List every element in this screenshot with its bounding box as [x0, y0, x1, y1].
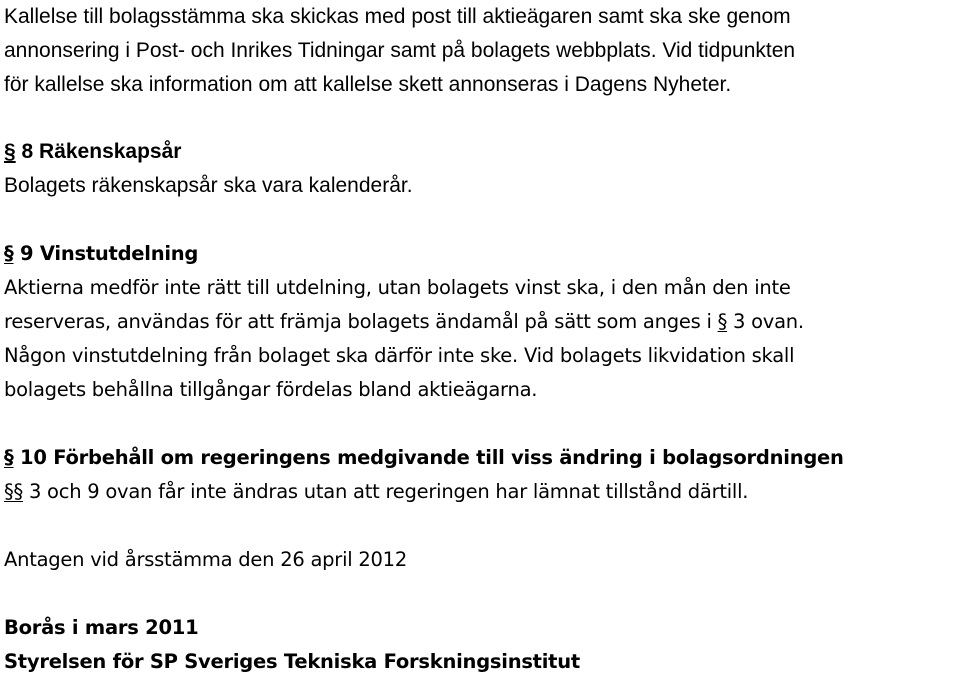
- section-symbol: §: [4, 242, 14, 265]
- section-ref-symbol: §: [717, 310, 728, 333]
- section-ref-symbols: §§: [4, 480, 23, 503]
- section-8-title: 8 Räkenskapsår: [15, 140, 182, 163]
- section-9-line-2-text: reserveras, användas för att främja bolagets ändamål på sätt som anges i: [4, 310, 718, 333]
- section-9-line-4: bolagets behållna tillgångar fördelas bland aktieägarna.: [4, 378, 538, 401]
- section-9-title: 9 Vinstutdelning: [13, 242, 199, 265]
- section-symbol: §: [4, 446, 14, 469]
- section-10-body: [4, 475, 956, 509]
- section-symbol: §: [4, 140, 16, 163]
- section-10-title: 10 Förbehåll om regeringens medgivande till viss ändring i bolagsordningen: [13, 446, 844, 469]
- intro-line-3: för kallelse ska information om att kallelse skett annonseras i Dagens Nyheter.: [4, 73, 732, 96]
- section-8-body: Bolagets räkenskapsår ska vara kalenderår.: [4, 174, 413, 197]
- adoption-note: Antagen vid årsstämma den 26 april 2012: [4, 548, 407, 571]
- section-9-heading: [4, 237, 956, 271]
- signature-signatory: Styrelsen för SP Sveriges Tekniska Forskningsinstitut: [4, 650, 580, 673]
- section-10-body-text: 3 och 9 ovan får inte ändras utan att regeringen har lämnat tillstånd därtill.: [23, 480, 749, 503]
- section-8-heading: [4, 135, 956, 169]
- intro-line-2: annonsering i Post- och Inrikes Tidningar samt på bolagets webbplats. Vid tidpunkten: [4, 39, 796, 62]
- intro-line-1: Kallelse till bolagsstämma ska skickas med post till aktieägaren samt ska ske genom: [4, 5, 791, 28]
- section-9-line-3: Någon vinstutdelning från bolaget ska därför inte ske. Vid bolagets likvidation skall: [4, 344, 795, 367]
- section-10-heading: [4, 441, 956, 475]
- document-page: [4, 0, 956, 679]
- section-ref-text: 3 ovan.: [727, 310, 804, 333]
- section-9-line-1: Aktierna medför inte rätt till utdelning, utan bolagets vinst ska, i den mån den inte: [4, 276, 791, 299]
- section-9-line-2: [4, 305, 956, 339]
- signature-place-date: Borås i mars 2011: [4, 616, 199, 639]
